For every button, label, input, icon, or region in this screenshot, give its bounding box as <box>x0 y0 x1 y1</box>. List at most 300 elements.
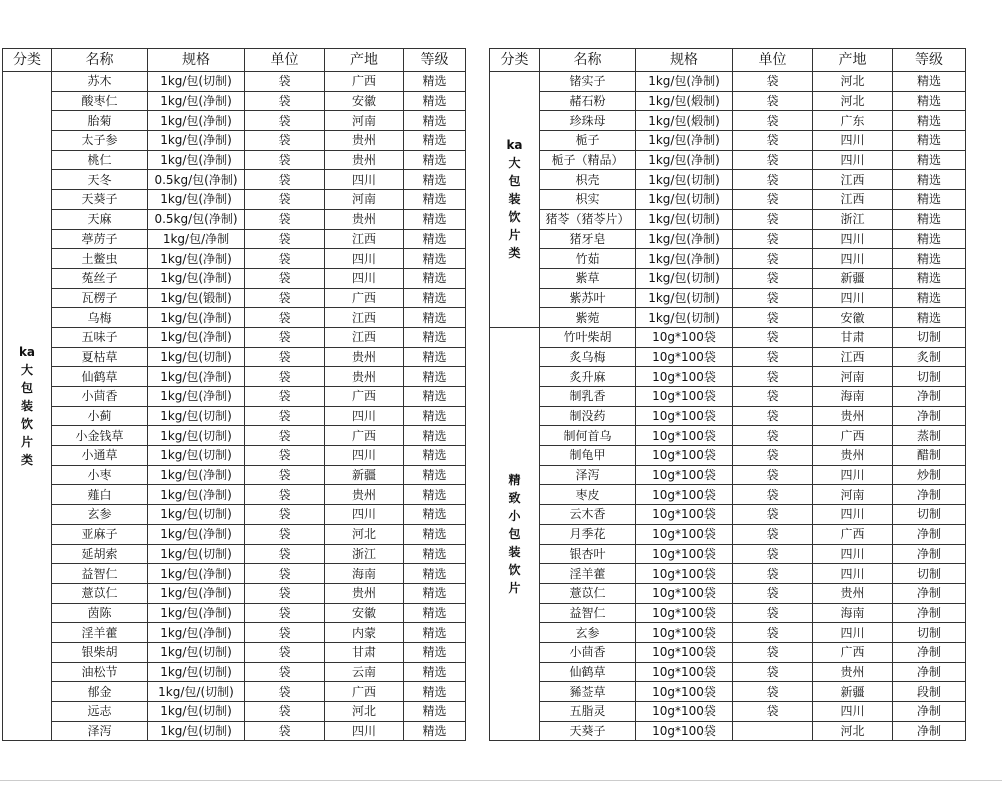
item-name: 茵陈 <box>52 603 148 623</box>
item-origin: 江西 <box>325 229 404 249</box>
table-row <box>490 367 966 387</box>
item-name: 制乳香 <box>540 387 636 407</box>
item-unit: 袋 <box>733 485 813 505</box>
item-origin: 江西 <box>325 308 404 328</box>
item-name: 小金钱草 <box>52 426 148 446</box>
item-origin: 四川 <box>813 150 893 170</box>
item-origin: 江西 <box>325 327 404 347</box>
item-unit: 袋 <box>245 91 325 111</box>
item-name: 葶苈子 <box>52 229 148 249</box>
item-grade: 精选 <box>404 465 466 485</box>
item-name: 月季花 <box>540 524 636 544</box>
item-spec: 10g*100袋 <box>636 702 733 722</box>
item-grade: 切制 <box>893 327 966 347</box>
header-name: 名称 <box>540 49 636 72</box>
table-row <box>3 564 466 584</box>
item-origin: 云南 <box>325 662 404 682</box>
item-spec: 0.5kg/包(净制) <box>148 170 245 190</box>
item-origin: 四川 <box>813 702 893 722</box>
table-row <box>3 702 466 722</box>
item-grade: 精选 <box>404 268 466 288</box>
item-grade: 精选 <box>893 308 966 328</box>
item-spec: 1kg/包(净制) <box>636 72 733 92</box>
table-row <box>490 564 966 584</box>
item-spec: 1kg/包/(切制) <box>148 682 245 702</box>
item-name: 苏木 <box>52 72 148 92</box>
table-row <box>490 702 966 722</box>
item-spec: 10g*100袋 <box>636 721 733 741</box>
item-grade: 精选 <box>404 505 466 525</box>
item-origin: 贵州 <box>325 367 404 387</box>
item-grade: 精选 <box>404 229 466 249</box>
item-name: 炙乌梅 <box>540 347 636 367</box>
item-unit: 袋 <box>733 347 813 367</box>
item-grade: 精选 <box>893 131 966 151</box>
item-grade: 精选 <box>893 209 966 229</box>
item-grade: 精选 <box>404 623 466 643</box>
item-spec: 10g*100袋 <box>636 347 733 367</box>
category-cell: 精 致 小 包 装 饮 片 <box>490 327 540 740</box>
item-unit: 袋 <box>733 91 813 111</box>
item-origin: 广西 <box>325 72 404 92</box>
item-unit: 袋 <box>733 190 813 210</box>
table-row <box>3 721 466 741</box>
item-name: 赭石粉 <box>540 91 636 111</box>
item-spec: 1kg/包(净制) <box>148 190 245 210</box>
item-origin: 海南 <box>325 564 404 584</box>
item-origin: 贵州 <box>813 583 893 603</box>
item-name: 银杏叶 <box>540 544 636 564</box>
item-spec: 10g*100袋 <box>636 603 733 623</box>
item-origin: 新疆 <box>813 682 893 702</box>
item-grade: 切制 <box>893 623 966 643</box>
table-row <box>490 682 966 702</box>
item-name: 小茴香 <box>540 642 636 662</box>
item-unit: 袋 <box>733 387 813 407</box>
item-spec: 1kg/包(净制) <box>148 308 245 328</box>
item-spec: 1kg/包(净制) <box>148 583 245 603</box>
item-unit: 袋 <box>733 170 813 190</box>
item-grade: 切制 <box>893 505 966 525</box>
item-name: 天葵子 <box>52 190 148 210</box>
item-spec: 1kg/包(切制) <box>636 190 733 210</box>
item-spec: 10g*100袋 <box>636 524 733 544</box>
item-name: 小枣 <box>52 465 148 485</box>
item-grade: 炙制 <box>893 347 966 367</box>
item-grade: 段制 <box>893 682 966 702</box>
item-unit: 袋 <box>733 327 813 347</box>
item-name: 油松节 <box>52 662 148 682</box>
item-spec: 1kg/包(切制) <box>148 505 245 525</box>
item-origin: 甘肃 <box>325 642 404 662</box>
item-name: 制没药 <box>540 406 636 426</box>
item-spec: 1kg/包(切制) <box>148 406 245 426</box>
item-origin: 广西 <box>813 426 893 446</box>
item-spec: 1kg/包(净制) <box>148 465 245 485</box>
item-unit: 袋 <box>733 72 813 92</box>
table-row <box>3 150 466 170</box>
item-grade: 精选 <box>893 111 966 131</box>
item-name: 猪苓（猪苓片） <box>540 209 636 229</box>
header-unit: 单位 <box>245 49 325 72</box>
item-grade: 精选 <box>404 721 466 741</box>
item-spec: 10g*100袋 <box>636 564 733 584</box>
table-row <box>3 544 466 564</box>
table-row <box>490 485 966 505</box>
item-grade: 精选 <box>404 91 466 111</box>
table-row <box>490 209 966 229</box>
table-row <box>490 721 966 741</box>
item-spec: 1kg/包(煅制) <box>636 111 733 131</box>
item-origin: 四川 <box>813 249 893 269</box>
item-grade: 精选 <box>893 268 966 288</box>
table-row <box>490 446 966 466</box>
item-grade: 蒸制 <box>893 426 966 446</box>
item-origin: 河南 <box>813 367 893 387</box>
item-spec: 1kg/包(净制) <box>148 485 245 505</box>
item-grade: 精选 <box>893 72 966 92</box>
item-grade: 炒制 <box>893 465 966 485</box>
item-spec: 1kg/包(切制) <box>148 702 245 722</box>
item-spec: 1kg/包(净制) <box>148 111 245 131</box>
item-name: 枳壳 <box>540 170 636 190</box>
item-grade: 净制 <box>893 406 966 426</box>
item-unit: 袋 <box>733 131 813 151</box>
item-spec: 1kg/包(切制) <box>148 347 245 367</box>
item-name: 乌梅 <box>52 308 148 328</box>
item-unit: 袋 <box>245 465 325 485</box>
item-origin: 河北 <box>813 72 893 92</box>
item-grade: 精选 <box>404 544 466 564</box>
item-origin: 贵州 <box>325 150 404 170</box>
item-origin: 甘肃 <box>813 327 893 347</box>
item-grade: 净制 <box>893 387 966 407</box>
table-row <box>490 288 966 308</box>
table-row <box>3 190 466 210</box>
item-unit: 袋 <box>733 111 813 131</box>
item-origin: 四川 <box>325 505 404 525</box>
item-spec: 1kg/包(切制) <box>636 288 733 308</box>
item-name: 太子参 <box>52 131 148 151</box>
item-grade: 净制 <box>893 544 966 564</box>
item-name: 薤白 <box>52 485 148 505</box>
item-name: 小茴香 <box>52 387 148 407</box>
item-grade: 精选 <box>404 524 466 544</box>
item-origin: 江西 <box>813 347 893 367</box>
item-grade: 精选 <box>404 150 466 170</box>
item-name: 银柴胡 <box>52 642 148 662</box>
item-spec: 1kg/包(切制) <box>636 268 733 288</box>
item-spec: 1kg/包(净制) <box>636 229 733 249</box>
item-name: 瓦楞子 <box>52 288 148 308</box>
item-unit: 袋 <box>245 150 325 170</box>
item-origin: 广西 <box>325 288 404 308</box>
item-grade: 精选 <box>404 642 466 662</box>
header-spec: 规格 <box>148 49 245 72</box>
item-unit: 袋 <box>245 721 325 741</box>
item-name: 远志 <box>52 702 148 722</box>
item-origin: 内蒙 <box>325 623 404 643</box>
item-spec: 1kg/包(净制) <box>636 131 733 151</box>
item-origin: 广西 <box>325 682 404 702</box>
item-grade: 精选 <box>404 170 466 190</box>
price-table-left <box>2 48 466 741</box>
item-grade: 精选 <box>893 190 966 210</box>
item-origin: 广西 <box>325 387 404 407</box>
item-grade: 净制 <box>893 524 966 544</box>
item-name: 竹茹 <box>540 249 636 269</box>
item-origin: 四川 <box>813 288 893 308</box>
item-unit: 袋 <box>245 170 325 190</box>
table-row <box>3 170 466 190</box>
item-name: 枣皮 <box>540 485 636 505</box>
item-origin: 四川 <box>813 544 893 564</box>
item-grade: 精选 <box>893 170 966 190</box>
table-body-right <box>490 72 966 741</box>
item-grade: 精选 <box>893 288 966 308</box>
item-name: 亚麻子 <box>52 524 148 544</box>
item-grade: 精选 <box>404 308 466 328</box>
table-row <box>3 209 466 229</box>
header-grade: 等级 <box>404 49 466 72</box>
item-name: 制何首乌 <box>540 426 636 446</box>
item-spec: 1kg/包(切制) <box>636 308 733 328</box>
item-name: 炙升麻 <box>540 367 636 387</box>
item-spec: 1kg/包(切制) <box>148 721 245 741</box>
item-unit: 袋 <box>733 209 813 229</box>
item-origin: 四川 <box>813 505 893 525</box>
item-name: 郁金 <box>52 682 148 702</box>
item-spec: 1kg/包(净制) <box>148 327 245 347</box>
table-row <box>3 662 466 682</box>
item-grade: 精选 <box>404 603 466 623</box>
table-row <box>3 524 466 544</box>
item-unit: 袋 <box>733 367 813 387</box>
table-row <box>3 505 466 525</box>
item-name: 栀子（精品） <box>540 150 636 170</box>
item-unit: 袋 <box>245 209 325 229</box>
item-unit: 袋 <box>245 229 325 249</box>
item-name: 夏枯草 <box>52 347 148 367</box>
item-grade: 精选 <box>404 111 466 131</box>
table-row <box>3 642 466 662</box>
table-row <box>3 91 466 111</box>
item-grade: 精选 <box>404 131 466 151</box>
item-origin: 贵州 <box>325 209 404 229</box>
item-spec: 1kg/包(净制) <box>636 249 733 269</box>
item-unit: 袋 <box>733 544 813 564</box>
table-row <box>490 583 966 603</box>
table-row <box>3 268 466 288</box>
item-name: 薏苡仁 <box>540 583 636 603</box>
item-spec: 1kg/包(净制) <box>148 91 245 111</box>
item-spec: 10g*100袋 <box>636 367 733 387</box>
table-row <box>490 111 966 131</box>
item-grade: 精选 <box>404 583 466 603</box>
item-grade: 精选 <box>404 367 466 387</box>
item-name: 小蓟 <box>52 406 148 426</box>
table-row <box>490 426 966 446</box>
table-row <box>490 387 966 407</box>
item-unit: 袋 <box>733 308 813 328</box>
item-origin: 河南 <box>325 190 404 210</box>
table-row <box>3 131 466 151</box>
item-origin: 贵州 <box>325 583 404 603</box>
item-grade: 醋制 <box>893 446 966 466</box>
item-name: 五脂灵 <box>540 702 636 722</box>
item-grade: 精选 <box>404 446 466 466</box>
item-name: 淫羊藿 <box>52 623 148 643</box>
item-origin: 新疆 <box>813 268 893 288</box>
item-spec: 1kg/包/净制 <box>148 229 245 249</box>
item-grade: 精选 <box>404 288 466 308</box>
item-name: 竹叶柴胡 <box>540 327 636 347</box>
item-unit: 袋 <box>733 426 813 446</box>
table-row <box>3 347 466 367</box>
item-spec: 1kg/包(净制) <box>636 150 733 170</box>
item-grade: 净制 <box>893 721 966 741</box>
item-spec: 1kg/包(切制) <box>636 170 733 190</box>
item-name: 锗实子 <box>540 72 636 92</box>
item-grade: 精选 <box>404 564 466 584</box>
item-grade: 精选 <box>404 406 466 426</box>
item-unit: 袋 <box>733 446 813 466</box>
item-name: 天麻 <box>52 209 148 229</box>
item-origin: 浙江 <box>325 544 404 564</box>
item-origin: 河北 <box>325 702 404 722</box>
table-row <box>490 268 966 288</box>
item-spec: 1kg/包(净制) <box>148 524 245 544</box>
item-name: 酸枣仁 <box>52 91 148 111</box>
item-unit: 袋 <box>733 465 813 485</box>
item-unit: 袋 <box>245 702 325 722</box>
item-unit: 袋 <box>245 347 325 367</box>
item-unit: 袋 <box>245 327 325 347</box>
table-row <box>3 406 466 426</box>
item-origin: 四川 <box>813 229 893 249</box>
item-unit: 袋 <box>245 446 325 466</box>
item-grade: 精选 <box>893 229 966 249</box>
item-unit: 袋 <box>733 268 813 288</box>
item-name: 云木香 <box>540 505 636 525</box>
item-origin: 四川 <box>325 721 404 741</box>
item-name: 淫羊藿 <box>540 564 636 584</box>
item-unit: 袋 <box>733 682 813 702</box>
item-grade: 精选 <box>404 682 466 702</box>
item-unit: 袋 <box>245 131 325 151</box>
item-origin: 广西 <box>325 426 404 446</box>
item-spec: 1kg/包(切制) <box>148 544 245 564</box>
item-origin: 安徽 <box>813 308 893 328</box>
item-unit: 袋 <box>245 288 325 308</box>
item-spec: 1kg/包(净制) <box>148 249 245 269</box>
item-grade: 精选 <box>404 702 466 722</box>
table-row <box>3 485 466 505</box>
item-grade: 切制 <box>893 367 966 387</box>
item-unit: 袋 <box>733 524 813 544</box>
item-name: 菟丝子 <box>52 268 148 288</box>
item-unit: 袋 <box>245 406 325 426</box>
item-spec: 1kg/包(净制) <box>148 150 245 170</box>
item-spec: 10g*100袋 <box>636 465 733 485</box>
price-table-right <box>489 48 966 741</box>
item-grade: 精选 <box>404 426 466 446</box>
item-origin: 四川 <box>325 249 404 269</box>
item-origin: 四川 <box>813 465 893 485</box>
item-unit: 袋 <box>245 190 325 210</box>
table-row <box>3 229 466 249</box>
table-row <box>3 72 466 92</box>
item-unit: 袋 <box>245 387 325 407</box>
header-category: 分类 <box>490 49 540 72</box>
item-name: 仙鹤草 <box>52 367 148 387</box>
table-row <box>3 288 466 308</box>
item-unit: 袋 <box>245 249 325 269</box>
item-unit: 袋 <box>245 268 325 288</box>
item-unit: 袋 <box>733 288 813 308</box>
item-unit: 袋 <box>245 72 325 92</box>
item-origin: 贵州 <box>325 485 404 505</box>
item-unit: 袋 <box>245 544 325 564</box>
header-row <box>3 49 466 72</box>
item-grade: 净制 <box>893 702 966 722</box>
item-spec: 10g*100袋 <box>636 682 733 702</box>
item-unit: 袋 <box>245 603 325 623</box>
item-spec: 10g*100袋 <box>636 387 733 407</box>
item-origin: 河北 <box>813 721 893 741</box>
item-unit: 袋 <box>245 583 325 603</box>
item-grade: 精选 <box>404 485 466 505</box>
item-spec: 1kg/包(煅制) <box>636 91 733 111</box>
item-origin: 四川 <box>813 564 893 584</box>
item-name: 豨莶草 <box>540 682 636 702</box>
item-spec: 10g*100袋 <box>636 327 733 347</box>
table-row <box>490 465 966 485</box>
item-spec: 1kg/包(切制) <box>148 426 245 446</box>
item-name: 小通草 <box>52 446 148 466</box>
item-name: 猪牙皂 <box>540 229 636 249</box>
item-name: 栀子 <box>540 131 636 151</box>
item-unit: 袋 <box>733 642 813 662</box>
item-spec: 1kg/包(净制) <box>148 387 245 407</box>
item-grade: 精选 <box>404 209 466 229</box>
item-unit: 袋 <box>733 603 813 623</box>
item-name: 珍珠母 <box>540 111 636 131</box>
table-row <box>490 170 966 190</box>
item-name: 紫菀 <box>540 308 636 328</box>
table-row <box>490 308 966 328</box>
item-spec: 1kg/包(切制) <box>148 642 245 662</box>
item-name: 桃仁 <box>52 150 148 170</box>
item-name: 仙鹤草 <box>540 662 636 682</box>
item-spec: 1kg/包(切制) <box>636 209 733 229</box>
item-grade: 精选 <box>404 347 466 367</box>
item-origin: 河南 <box>813 485 893 505</box>
item-unit <box>733 721 813 741</box>
table-row <box>3 682 466 702</box>
table-row <box>490 505 966 525</box>
category-cell: ka 大 包 装 饮 片 类 <box>3 72 52 741</box>
item-spec: 10g*100袋 <box>636 642 733 662</box>
item-unit: 袋 <box>245 623 325 643</box>
item-origin: 四川 <box>325 268 404 288</box>
item-name: 泽泻 <box>52 721 148 741</box>
table-row <box>490 406 966 426</box>
item-name: 薏苡仁 <box>52 583 148 603</box>
item-spec: 1kg/包(净制) <box>148 603 245 623</box>
item-origin: 四川 <box>325 170 404 190</box>
table-row <box>490 347 966 367</box>
